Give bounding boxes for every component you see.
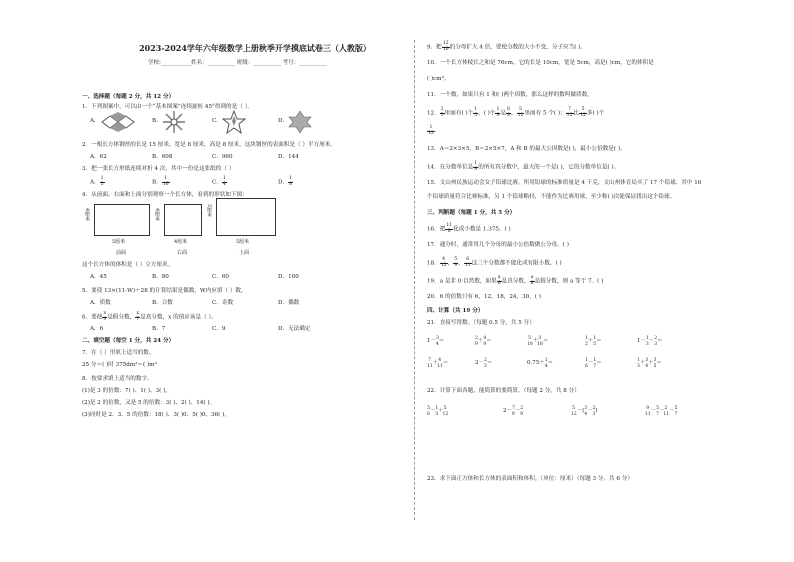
svg-text:0.75＋14＝: 0.75＋$^1$ 4＝ (527, 358, 554, 369)
q12-text-2: ，( )个 (478, 110, 496, 117)
q12-text-1: 里面有( )个 (444, 110, 474, 117)
q5-option-a: A．质数 (90, 300, 111, 306)
question-10-volume: ( )cm³。 (427, 76, 450, 82)
fraction-numerator: a (497, 275, 501, 280)
fraction-numerator: 7 (566, 108, 574, 114)
q19-text-middle: 是真分数， (501, 278, 530, 285)
q16-fraction (445, 224, 453, 234)
fraction-denominator: 12 (428, 130, 434, 136)
fraction-numerator: 8 (507, 107, 510, 112)
question-20: 20．6 的倍数只有 6，12，18，24，30，( ) (427, 294, 541, 300)
question-6 (82, 312, 217, 322)
question-5: 5．要使 13×(11-W)＋28 的计算结果是偶数，W内应填（ ）数。 (82, 288, 247, 294)
q3-option-d-fraction (288, 177, 293, 187)
question-23: 23．求下面正方体和长方体的表面积和体积。（单位：厘米）（每题 3 分，共 6 分） (427, 476, 633, 482)
fraction-denominator: 3 (100, 181, 104, 187)
q1-option-b-figure (162, 110, 186, 134)
student-info-line: 学校:___________姓名：__________ 班级：__________ 考号：__________ (148, 60, 327, 66)
q18-text-end: 这三个分数都不能化成有限小数。( ) (471, 260, 562, 267)
q6-text-start: 6．要使 (82, 314, 103, 321)
fraction-denominator: 11 (464, 262, 471, 268)
q3-option-c (212, 177, 227, 187)
q4-option-b: B．80 (152, 274, 169, 280)
question-8-part-1: (1)是 3 的倍数：7( )、1( )、3( )。 (82, 388, 171, 394)
q1-option-d-label: D． (278, 118, 289, 124)
question-7: 7．在（ ）里填上适当的数。 (82, 350, 155, 356)
fraction-numerator: x (103, 311, 107, 316)
svg-text:1－34＝: 1－$^3$ 4＝ (427, 336, 445, 347)
top-width-label: 5厘米 (236, 239, 250, 245)
q12-fraction-g (579, 108, 587, 118)
question-8: 8．按要求填上适当的数字。 (82, 376, 153, 382)
q3-option-a-label: A． (90, 179, 100, 186)
fraction-numerator: 1 (162, 177, 170, 183)
fraction-denominator: 9 (103, 316, 107, 322)
fraction-denominator: 4 (222, 181, 226, 187)
q3-option-b-label: B． (152, 179, 162, 186)
q3-option-d-label: D． (278, 179, 289, 186)
section-choice-heading: 一、选择题（每题 2 分，共 12 分） (82, 94, 175, 100)
q19-text-start: 19．a 是非 0 自然数，如果 (427, 278, 497, 285)
q18-separator-1: ， (447, 260, 454, 267)
q2-option-d: D．144 (278, 154, 299, 160)
fraction-numerator: 1 (222, 176, 226, 181)
question-12-cont (427, 126, 435, 136)
q4-views-figure (82, 202, 292, 258)
section-fill-heading: 二、填空题（每空 1 分，共 24 分） (82, 338, 175, 344)
svg-text:512－(34－23): $^5$ 12－($^3$ 4－$^2$ 3) (571, 406, 598, 417)
fraction-denominator: 5 (440, 112, 444, 118)
q14-text-end: 的所有真分数中，最大的一个是( )，它的分数单位是( )。 (478, 164, 620, 171)
question-19 (427, 276, 603, 286)
fraction-denominator: 6 (497, 280, 501, 286)
svg-text:58－13＋512: $^5$ 8－$^1$ 3＋$^5$ 12 (427, 406, 449, 417)
fraction-numerator: 1 (474, 161, 478, 166)
q18-number: 18． (427, 260, 440, 267)
q5-option-b: B．合数 (152, 300, 173, 306)
q3-option-c-label: C． (212, 179, 222, 186)
q22-expressions (427, 400, 727, 430)
fraction-numerator: 1 (427, 126, 435, 132)
question-12 (427, 108, 604, 118)
q16-text-end: 化成小数是 1.375。( ) (453, 226, 511, 233)
question-16 (427, 224, 511, 234)
q3-option-b-fraction (162, 177, 170, 187)
question-1: 1．下列图案中，可以由一个“基本图案”连续旋转 45°得到的是（ ）。 (82, 104, 253, 110)
q9-text-end: 的分母扩大 4 倍，要使分数的大小不变，分子应当( )。 (449, 44, 586, 51)
question-7-blanks: 25 分＝( )时 375dm³＝( )m³ (82, 362, 157, 368)
q6-option-d: D．无法确定 (278, 326, 311, 332)
q6-option-c: C．9 (212, 326, 226, 332)
fraction-denominator: 12 (566, 112, 573, 118)
question-15: 15．文山州民族运动会女子铅球比赛，所用铅球的标准质量是 4 千克，文山州体育局买了 17 个铅球，其中 16 (427, 180, 702, 186)
fraction-numerator: 11 (446, 223, 453, 228)
fraction-denominator: 12 (440, 262, 447, 268)
fraction-numerator: x (136, 311, 140, 316)
question-2: 2．一根长方体钢丝的长是 15 厘米，宽是 8 厘米，高是 8 厘米，这块钢丝的表面积是（ ）平方厘米。 (82, 142, 336, 148)
q19-text-end: 是假分数，则 a 等于 7。( ) (534, 278, 604, 285)
question-3: 3．把一张长方形纸连续对折 4 次，其中一份是这张纸的（ ） (82, 166, 235, 172)
question-15-cont: 个铅球质量符合比赛标准，另 1 个铅球略轻，不能作为比赛用球，至少称( )次能保证找出这个铅球。 (427, 194, 676, 200)
question-11: 11．一个数，如果只有 1 和( )两个因数，那么这样的数叫做质数。 (427, 92, 593, 98)
q18-fraction-c (464, 258, 472, 268)
fraction-numerator: 1 (474, 107, 478, 112)
fraction-numerator: 5 (454, 257, 458, 262)
q12-text-7: 多( )个 (586, 110, 605, 117)
question-13: 13．A＝2×3×5，B＝2×5×7，A 和 B 的最大公因数是( )，最小公倍数是( )。 (427, 146, 626, 152)
fraction-denominator: 5 (474, 112, 478, 118)
right-width-label: 4厘米 (174, 239, 188, 245)
q2-option-c: C．960 (212, 154, 233, 160)
fraction-numerator: 1 (289, 176, 293, 181)
front-height-label: 4厘米 (84, 208, 90, 222)
q12-fraction-f (566, 108, 574, 118)
question-14 (427, 162, 619, 172)
q1-option-c-figure (222, 110, 246, 134)
q1-option-a-label: A． (90, 118, 100, 124)
front-view-rect (94, 204, 150, 236)
fraction-denominator: 16 (162, 181, 169, 187)
fraction-denominator: 12 (517, 112, 524, 118)
fraction-denominator: 9 (507, 112, 510, 118)
question-17: 17．通分时，通常用几个分母的最小公倍数做公分母。( ) (427, 242, 569, 248)
svg-text:16－17＝: $^1$ 6－$^1$ 7＝ (585, 358, 602, 369)
q3-option-a (90, 177, 105, 187)
top-view-caption: 上面 (239, 250, 250, 256)
column-divider (414, 40, 415, 520)
front-view-caption: 前面 (116, 250, 127, 256)
fraction-numerator: a (530, 275, 534, 280)
right-view-rect (164, 204, 202, 236)
section-calc-heading: 四、计算（共 19 分） (427, 308, 484, 314)
q18-separator-2: ， (458, 260, 464, 267)
question-10: 10．一个长方体棱长之和是 76cm，它的长是 10cm，宽是 5cm，高是( )cm，它的体积是 (427, 60, 654, 66)
top-height-label: 5厘米 (206, 204, 212, 218)
q12-text-6: 比 (573, 110, 580, 117)
q9-text-start: 9．把 (427, 44, 442, 51)
q14-text-start: 14．在分数单位是 (427, 164, 474, 171)
question-21: 21．直接写得数。（每题 0.5 分，共 5 分） (427, 320, 535, 326)
right-height-label: 4厘米 (154, 208, 160, 222)
front-width-label: 5厘米 (112, 239, 126, 245)
fraction-numerator: 5 (579, 108, 587, 114)
svg-text:2－79－29: 2－$^7$ 9－$^2$ 9 (503, 406, 524, 417)
fraction-numerator: 6 (464, 258, 472, 264)
q1-option-c-label: C． (212, 118, 222, 124)
q6-text-end: 是真分数，x 的值应该是（ ）。 (140, 314, 217, 321)
q21-mental-math-grid (427, 332, 727, 382)
question-4: 4．从前面、右面和上面分别观察一个长方体，看到的形状如下图： (82, 192, 248, 198)
q3-option-d (278, 177, 293, 187)
question-18 (427, 258, 562, 268)
q3-option-b (152, 177, 170, 187)
question-8-part-3: (3)同时是 2、3、5 的倍数：18( )、3( )0、5( )0、36( )。 (82, 412, 230, 418)
question-8-part-2: (2)是 2 的倍数，又是 5 的倍数：3( )、2( )、14( )。 (82, 400, 216, 406)
fraction-numerator: 2 (440, 107, 444, 112)
q4-option-d: D．100 (278, 274, 299, 280)
q12-text-4: ， (510, 110, 517, 117)
q6-text-middle: 是假分数， (107, 314, 136, 321)
fraction-denominator: 12 (580, 112, 586, 118)
q16-text-start: 16．把 (427, 226, 446, 233)
svg-text:13＋34＋35＝: $^1$ 3＋$^3$ 4＋$^3$ 5＝ (637, 358, 662, 369)
q2-option-b: B．608 (152, 154, 173, 160)
fraction-numerator: 4 (440, 258, 448, 264)
fraction-denominator: 9 (454, 262, 458, 268)
q4-option-a: A．45 (90, 274, 107, 280)
svg-text:1－13－23＝: 1－$^1$ 3－$^2$ 3＝ (637, 336, 663, 347)
svg-text:711＋411＝: $^7$ 11＋$^4$ 11＝ (427, 358, 449, 369)
q12-text-5: 里面有 5 个( )； (524, 110, 566, 117)
q4-option-c: C．60 (212, 274, 229, 280)
exam-title: 2023-2024学年六年级数学上册秋季开学摸底试卷三（人教版） (139, 43, 371, 53)
q2-option-a: A．62 (90, 154, 107, 160)
svg-text:911－57－211－57: $^9$ 11－$^5$ 7－$^2$ 11－$^5$ 7 (645, 406, 678, 417)
fraction-denominator: 7 (136, 316, 140, 322)
section-judge-heading: 三、判断题（每题 1 分，共 5 分） (427, 210, 516, 216)
svg-text:2－23＝: 2－$^2$ 3＝ (475, 358, 493, 369)
top-view-rect (216, 198, 276, 236)
q3-option-a-fraction (100, 177, 105, 187)
q1-option-d-figure (288, 110, 312, 134)
question-9 (427, 42, 586, 52)
q18-fraction-a (440, 258, 448, 268)
fraction-numerator: 1 (100, 176, 104, 181)
svg-text:12＋15＝: $^1$ 2＋$^1$ 5＝ (585, 336, 602, 347)
q5-option-c: C．奇数 (212, 300, 234, 306)
fraction-numerator: 1 (496, 107, 500, 112)
svg-text:518＋318＝: $^5$ 18＋$^3$ 18＝ (527, 336, 549, 347)
fraction-denominator: 9 (496, 112, 500, 118)
fraction-denominator: 8 (530, 280, 534, 286)
q1-option-a-figure (98, 112, 138, 132)
q6-option-b: B．7 (152, 326, 166, 332)
q9-fraction (442, 42, 450, 52)
fraction-denominator: 8 (289, 181, 293, 187)
q3-option-c-fraction (222, 177, 227, 187)
q6-option-a: A．6 (90, 326, 104, 332)
fraction-numerator: 5 (517, 108, 525, 114)
q12-fraction-h (427, 126, 435, 136)
q5-option-d: D．偶数 (278, 300, 300, 306)
q12-text-3: 是 (500, 110, 507, 117)
fraction-denominator: 9 (474, 166, 478, 172)
fraction-denominator: 8 (447, 228, 451, 234)
svg-text:29＋49＝: $^2$ 9＋$^4$ 9＝ (475, 336, 492, 347)
question-4-volume: 这个长方体的体积是（ ）立方厘米。 (82, 262, 174, 268)
fraction-numerator: 12 (442, 41, 449, 46)
fraction-denominator: 10 (442, 46, 449, 52)
right-view-caption: 右面 (177, 250, 188, 256)
q1-option-b-label: B． (152, 118, 162, 124)
question-22: 22．计算下面各题，能简算的要简算。（每题 2 分，共 8 分） (427, 388, 580, 394)
q12-number: 12． (427, 110, 440, 117)
